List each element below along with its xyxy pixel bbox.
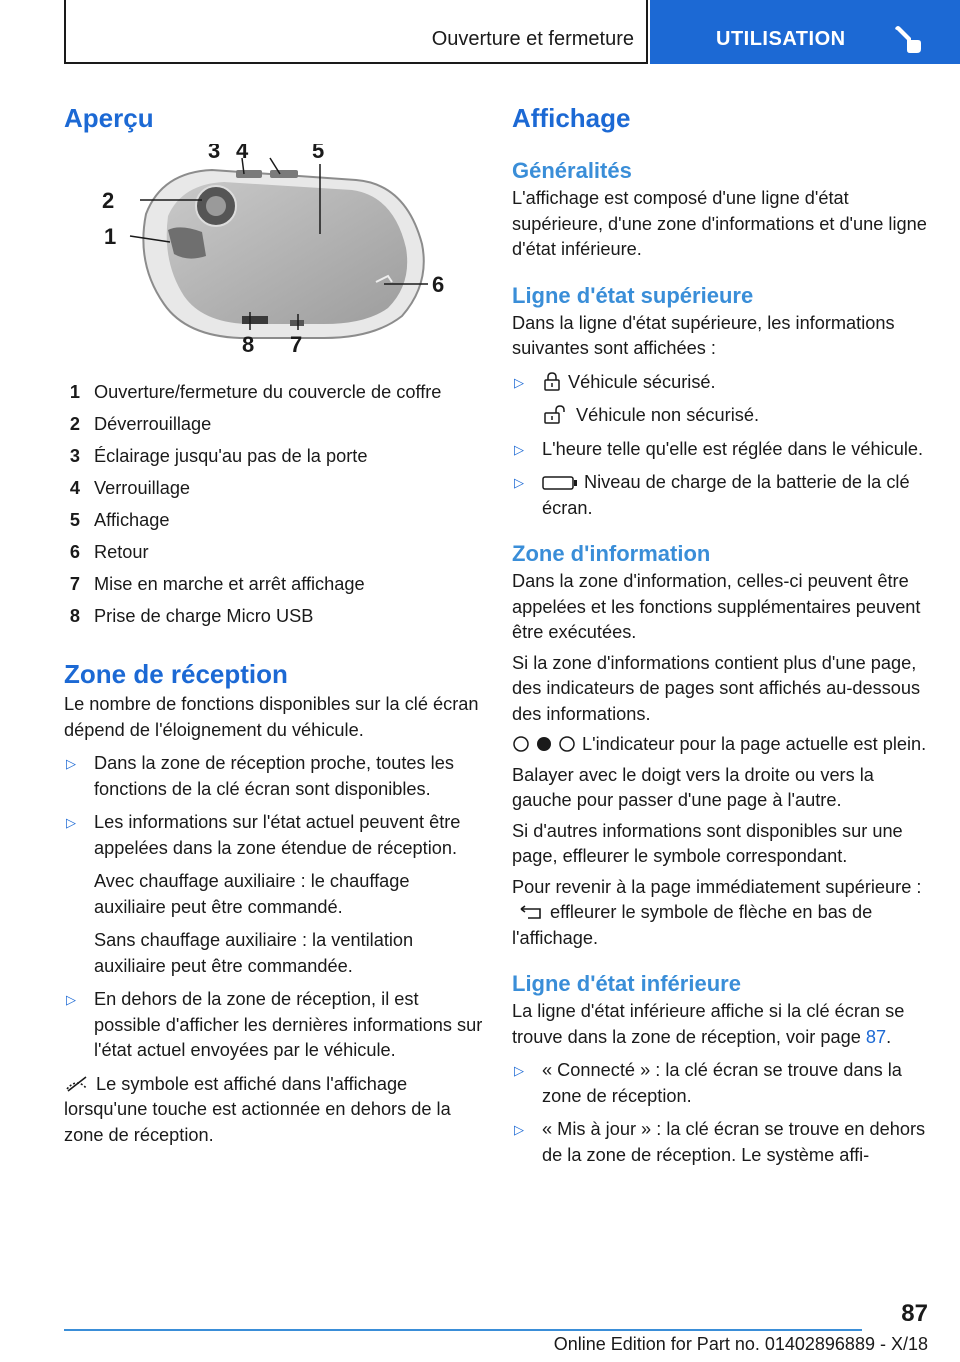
left-column: [64, 100, 484, 1148]
battery-icon: [542, 475, 578, 491]
callout-2: 2: [102, 188, 115, 213]
key-figure: [84, 144, 484, 362]
list-item: ▷ « Connecté » : la clé écran se trouve dans la zone de réception.: [512, 1058, 932, 1109]
general-text: L'affichage est composé d'une ligne d'état supérieure, d'une zone d'informations et d'une ligne d'état inférieure.: [512, 188, 927, 259]
list-item: 4 Verrouillage: [69, 478, 191, 498]
chapter-title: UTILISATION: [716, 28, 846, 50]
page-link[interactable]: 87: [865, 1026, 887, 1047]
display-key-illustration: [84, 144, 484, 362]
lock-open-icon: [542, 404, 570, 424]
right-column: [512, 100, 932, 1168]
list-item: ▷ L'heure telle qu'elle est réglée dans le véhicule.: [512, 437, 932, 463]
list-item: 7 Mise en marche et arrêt affichage: [69, 574, 365, 594]
upper-status-intro: Dans la ligne d'état supérieure, les informations suivantes sont affichées :: [512, 312, 895, 358]
list-item: ▷ « Mis à jour » : la clé écran se trouve en dehors de la zone de réception. Le système affi-: [512, 1117, 932, 1168]
list-item: 5 Affichage: [69, 510, 170, 530]
no-signal-icon: [64, 1075, 90, 1093]
key-legend: [64, 376, 484, 632]
callout-8: 8: [242, 332, 255, 357]
list-item: ▷ Véhicule sécurisé.: [512, 370, 932, 396]
callout-1: 1: [104, 224, 117, 249]
lower-status-heading: Ligne d'état inférieure: [512, 971, 741, 996]
callout-5: 5: [312, 144, 325, 163]
list-item: 2 Déverrouillage: [69, 414, 212, 434]
list-item: ▷ En dehors de la zone de réception, il est possible d'afficher les dernières informations sur l'état actuel envoyées par le véhicule.: [64, 987, 484, 1064]
section-tab[interactable]: [64, 0, 648, 64]
upper-status-heading: Ligne d'état supérieure: [512, 282, 754, 308]
reception-intro: Le nombre de fonctions disponibles sur la clé écran dépend de l'éloignement du véhicule.: [64, 694, 479, 740]
back-arrow-icon: [518, 905, 544, 921]
edition-text: Online Edition for Part no. 01402896889 - X/18: [553, 1334, 928, 1354]
info-paragraph: Si d'autres informations sont disponibles sur une page, effleurer le symbole correspondant.: [512, 820, 903, 866]
list-item: ▷ Les informations sur l'état actuel peuvent être appelées dans la zone étendue de réception.: [64, 810, 484, 861]
page-indicator-icon: [512, 735, 576, 753]
info-paragraph: L'indicateur pour la page actuelle est plein.: [512, 732, 932, 758]
list-item: ▷ Niveau de charge de la batterie de la clé écran.: [512, 470, 932, 521]
callout-7: 7: [290, 332, 303, 357]
bullet-sub-paragraph: Sans chauffage auxiliaire : la ventilation auxiliaire peut être commandée.: [94, 930, 414, 976]
footer-divider: [64, 1329, 862, 1331]
upper-status-bullets-2: [512, 437, 932, 522]
list-item: 6 Retour: [69, 542, 149, 562]
lock-closed-icon: [542, 371, 562, 391]
info-paragraph: Dans la zone d'information, celles-ci peuvent être appelées et les fonctions supplémentaires peuvent être exécutées.: [512, 571, 921, 642]
section-title: Ouverture et fermeture: [431, 28, 634, 50]
reception-bullets-2: [64, 987, 484, 1064]
lower-status-bullets: [512, 1058, 932, 1168]
info-paragraph: Pour revenir à la page immédiatement supérieure : effleurer le symbole de flèche en bas de l'affichage.: [512, 876, 922, 948]
lower-status-intro: La ligne d'état inférieure affiche si la clé écran se trouve dans la zone de réception, voir page 87.: [512, 1001, 905, 1047]
callout-3: 3: [208, 144, 221, 163]
general-heading: Généralités: [512, 158, 632, 183]
list-item: 1 Ouverture/fermeture du couvercle de coffre: [69, 382, 442, 402]
list-item: 8 Prise de charge Micro USB: [69, 606, 314, 626]
hand-pointer-icon: [893, 26, 923, 54]
info-zone-heading: Zone d'information: [512, 541, 711, 566]
out-of-range-note: Le symbole est affiché dans l'affichage lorsqu'une touche est actionnée en dehors de la zone de réception.: [64, 1073, 451, 1145]
list-item: 3 Éclairage jusqu'au pas de la porte: [69, 446, 368, 466]
reception-heading: Zone de réception: [64, 659, 288, 689]
bullet-sub-paragraph: Avec chauffage auxiliaire : le chauffage auxiliaire peut être commandé.: [94, 871, 410, 917]
overview-heading: Aperçu: [64, 103, 154, 133]
info-paragraph: Balayer avec le doigt vers la droite ou vers la gauche pour passer d'une page à l'autre.: [512, 764, 874, 810]
chapter-tab[interactable]: [650, 0, 960, 64]
page-header: [0, 0, 960, 66]
display-heading: Affichage: [512, 103, 631, 133]
reception-bullets: [64, 751, 484, 861]
upper-status-bullets: [512, 370, 932, 396]
callout-4: 4: [236, 144, 249, 163]
list-item: ▷ Dans la zone de réception proche, toutes les fonctions de la clé écran sont disponibles.: [64, 751, 484, 802]
info-paragraph: Si la zone d'informations contient plus d'une page, des indicateurs de pages sont affichés au-dessous des informations.: [512, 652, 921, 724]
page-number: 87: [901, 1300, 928, 1327]
upper-status-sub: Véhicule non sécurisé.: [512, 403, 932, 429]
callout-6: 6: [432, 272, 445, 297]
